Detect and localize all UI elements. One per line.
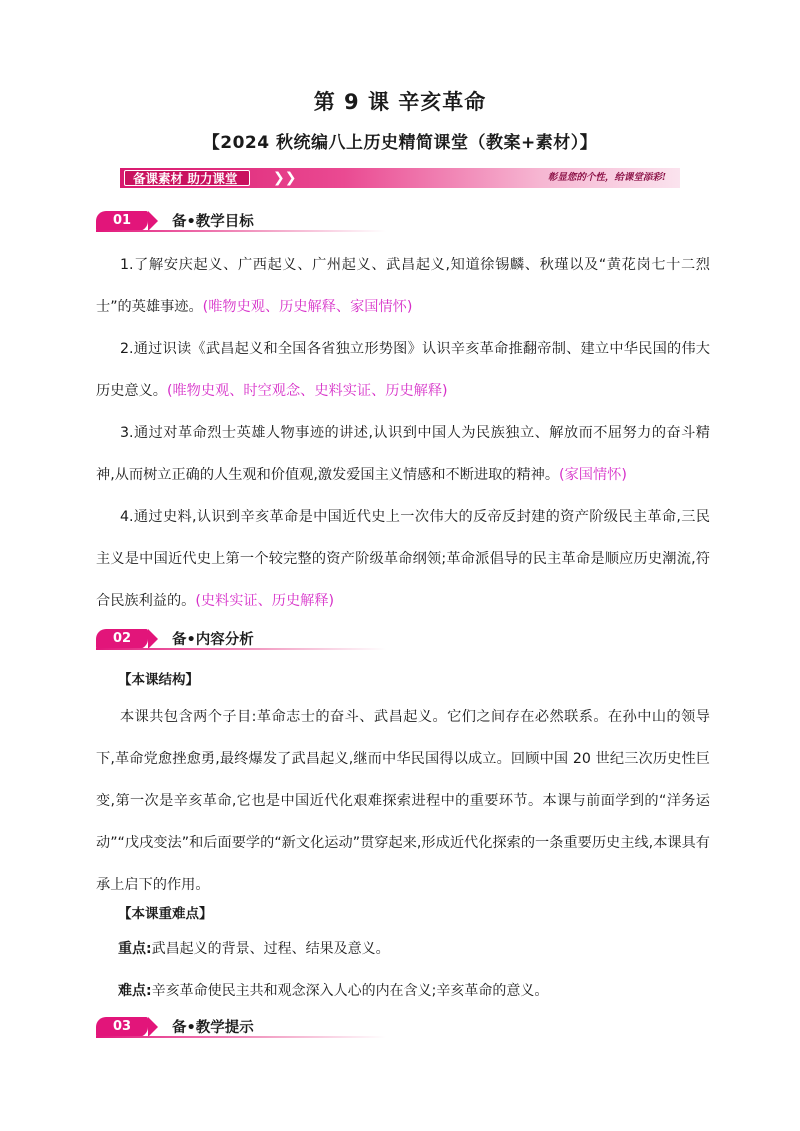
section-underline: [96, 230, 386, 232]
section-title: 备•教学提示: [172, 1020, 254, 1036]
section-number-badge: 03: [96, 1017, 148, 1037]
competency-tag: (家国情怀): [559, 467, 627, 483]
page-title: 第 9 课 辛亥革命: [313, 90, 487, 114]
competency-tag: (唯物史观、时空观念、史料实证、历史解释): [166, 383, 448, 399]
section-underline: [96, 1036, 386, 1038]
key-difficulty-label: 【本课重难点】: [118, 906, 213, 922]
section-header-analysis: [96, 624, 386, 654]
section-title: 备•教学目标: [172, 214, 254, 230]
objective-item: 3.通过对革命烈士英雄人物事迹的讲述,认识到中国人为民族独立、解放而不屈努力的奋斗精神,从而树立正确的人生观和价值观,激发爱国主义情感和不断进取的精神。(家国情怀): [96, 425, 710, 483]
competency-tag: (史料实证、历史解释): [195, 593, 335, 609]
structure-label: 【本课结构】: [118, 672, 199, 688]
banner-left-label: 备课素材 助力课堂: [124, 170, 250, 186]
banner-slogan: 彰显您的个性，给课堂添彩!: [547, 172, 666, 183]
objective-item: 4.通过史料,认识到辛亥革命是中国近代史上一次伟大的反帝反封建的资产阶级民主革命,三民主义是中国近代史上第一个较完整的资产阶级革命纲领;革命派倡导的民主革命是顺应历史潮流,符合民族利益的。(史料实证、历史解释): [96, 509, 710, 609]
section-header-objectives: [96, 206, 386, 236]
chevron-right-icon: ❯❯: [273, 170, 297, 186]
section-underline: [96, 648, 386, 650]
section-title: 备•内容分析: [172, 632, 254, 648]
objective-item: 1.了解安庆起义、广西起义、广州起义、武昌起义,知道徐锡麟、秋瑾以及“黄花岗七十二烈士”的英雄事迹。(唯物史观、历史解释、家国情怀): [96, 257, 710, 315]
competency-tag: (唯物史观、历史解释、家国情怀): [202, 299, 413, 315]
difficulty-point: 难点:辛亥革命使民主共和观念深入人心的内在含义;辛亥革命的意义。: [118, 983, 549, 999]
key-point-label: 重点:: [118, 941, 152, 957]
resource-banner: [120, 168, 680, 188]
objective-item: 2.通过识读《武昌起义和全国各省独立形势图》认识辛亥革命推翻帝制、建立中华民国的伟大历史意义。(唯物史观、时空观念、史料实证、历史解释): [96, 341, 710, 399]
structure-paragraph: 本课共包含两个子目:革命志士的奋斗、武昌起义。它们之间存在必然联系。在孙中山的领导下,革命党愈挫愈勇,最终爆发了武昌起义,继而中华民国得以成立。回顾中国 20 世纪三次历史性巨变,第一次是辛亥革命,它也是中国近代化艰难探索进程中的重要环节。本课与前面学到的“洋务运动”“戊戌变法”和后面要学的“新文化运动”贯穿起来,形成近代化探索的一条重要历史主线,本课具有承上启下的作用。: [96, 709, 710, 893]
difficulty-label: 难点:: [118, 983, 152, 999]
section-number-badge: 02: [96, 629, 148, 649]
section-header-tips: [96, 1012, 386, 1042]
key-point: 重点:武昌起义的背景、过程、结果及意义。: [118, 941, 390, 957]
section-number-badge: 01: [96, 211, 148, 231]
page-subtitle: 【2024 秋统编八上历史精简课堂（教案+素材）】: [202, 133, 598, 153]
